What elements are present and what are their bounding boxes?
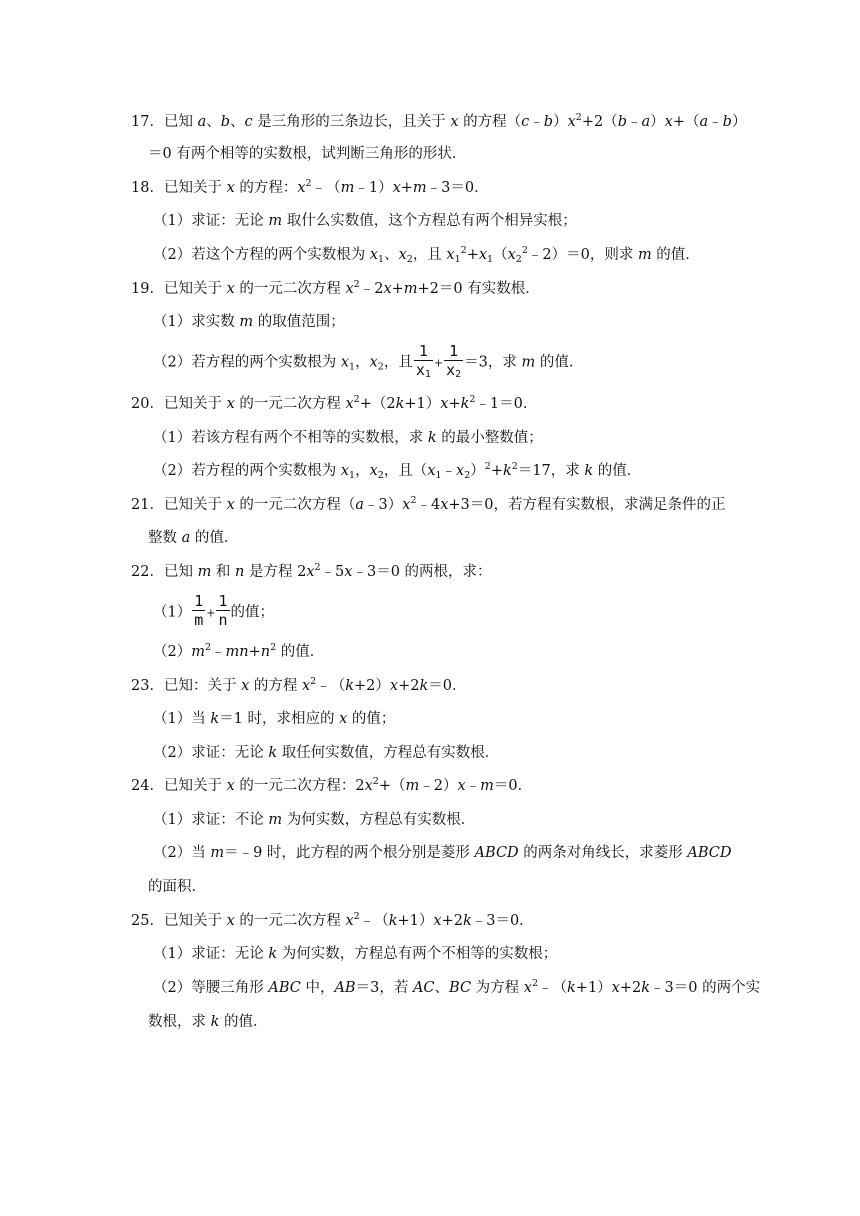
problem-19-line-1: 19．已知关于 x 的一元二次方程 $x^2﹣2x+m+2=0$ 有实数根．: [131, 279, 540, 297]
problem-25-question-1: （1）求证：无论 k 为何实数，方程总有两个不相等的实数根；: [153, 946, 558, 962]
problem-17-line-2: ＝0 有两个相等的实数根，试判断三角形的形状．: [148, 146, 467, 162]
problem-number: 23．: [131, 678, 164, 694]
problem-23-question-2: （2）求证：无论 k 取任何实数值，方程总有实数根．: [153, 745, 500, 761]
problem-number: 25．: [131, 913, 164, 929]
problem-number: 20．: [131, 396, 164, 412]
problem-20-question-1: （1）若该方程有两个不相等的实数根，求 k 的最小整数值；: [153, 430, 543, 446]
problem-25-question-2: （2）等腰三角形 ABC 中，AB＝3，若 AC、BC 为方程 $x^2﹣(k+1)x+2k﹣3=0$ 的两个实: [153, 978, 761, 996]
problem-17-line-1: 17．已知 a、b、c 是三角形的三条边长，且关于 x 的方程$(c﹣b)x^2+2(b﹣a)x+(a﹣b)$: [131, 112, 747, 130]
problem-number: 17．: [131, 114, 164, 130]
problem-18-question-1: （1）求证：无论 m 取什么实数值，这个方程总有两个相异实根；: [153, 213, 577, 229]
problem-24-question-2: （2）当 m＝﹣9 时，此方程的两个根分别是菱形 ABCD 的两条对角线长，求菱形 ABCD: [153, 845, 732, 861]
problem-23-question-1: （1）当 k＝1 时，求相应的 x 的值；: [153, 711, 396, 727]
problem-24-question-1: （1）求证：不论 m 为何实数，方程总有实数根．: [153, 812, 476, 828]
fraction-one-over-n: $\frac{1}{n}$: [218, 592, 228, 629]
fraction-one-over-m: $\frac{1}{m}$: [194, 592, 204, 629]
problem-number: 21．: [131, 497, 164, 513]
problem-21-line-1: 21．已知关于 x 的一元二次方程$(a﹣3)x^2﹣4x+3=0$，若方程有实数根，求满足条件的正: [131, 495, 726, 513]
problem-number: 24．: [131, 778, 164, 794]
problem-18-question-2: （2）若这个方程的两个实数根为 $x_1$、$x_2$，且 $x_1^2+x_1(x_2^2﹣2)=0$，则求 m 的值．: [153, 245, 700, 265]
fraction-one-over-x1: $\frac{1}{x_1}$: [415, 342, 431, 380]
problem-25-line-1: 25．已知关于 x 的一元二次方程 $x^2﹣(k+1)x+2k﹣3=0$．: [131, 911, 534, 929]
problem-22-question-1: （1） $\frac{1}{m}$ + $\frac{1}{n}$ 的值；: [153, 592, 275, 629]
problem-21-line-2: 整数 a 的值．: [148, 530, 239, 546]
problem-25-question-2-line-2: 数根，求 k 的值．: [148, 1014, 268, 1030]
problem-20-question-2: （2）若方程的两个实数根为 $x_1$，$x_2$，且$(x_1﹣x_2)^2+k^2=17$，求 k 的值．: [153, 461, 642, 481]
problem-number: 22．: [131, 564, 164, 580]
problem-20-line-1: 20．已知关于 x 的一元二次方程 $x^2+(2k+1)x+k^2﹣1=0$．: [131, 394, 538, 412]
problem-number: 19．: [131, 281, 164, 297]
problem-18-line-1: 18．已知关于 x 的方程：$x^2﹣(m﹣1)x+m﹣3=0$．: [131, 178, 489, 196]
problem-19-question-1: （1）求实数 m 的取值范围；: [153, 314, 345, 330]
problem-19-question-2: （2）若方程的两个实数根为 $x_1$，$x_2$，且 $\frac{1}{x_1}$ + $\frac{1}{x_2}$ ＝3，求 m 的值．: [153, 342, 584, 380]
problem-24-line-1: 24．已知关于 x 的一元二次方程：$2x^2+(m﹣2)x﹣m=0$．: [131, 776, 533, 794]
problem-24-question-2-line-2: 的面积．: [148, 879, 206, 895]
problem-23-line-1: 23．已知：关于 x 的方程 $x^2﹣(k+2)x+2k=0$．: [131, 676, 467, 694]
problem-22-question-2: $(2)m^2﹣mn+n^2$ 的值．: [153, 642, 325, 660]
fraction-one-over-x2: $\frac{1}{x_2}$: [446, 342, 462, 380]
problem-22-line-1: 22．已知 m 和 n 是方程 $2x^2﹣5x﹣3=0$ 的两根，求：: [131, 562, 492, 580]
problem-number: 18．: [131, 180, 164, 196]
